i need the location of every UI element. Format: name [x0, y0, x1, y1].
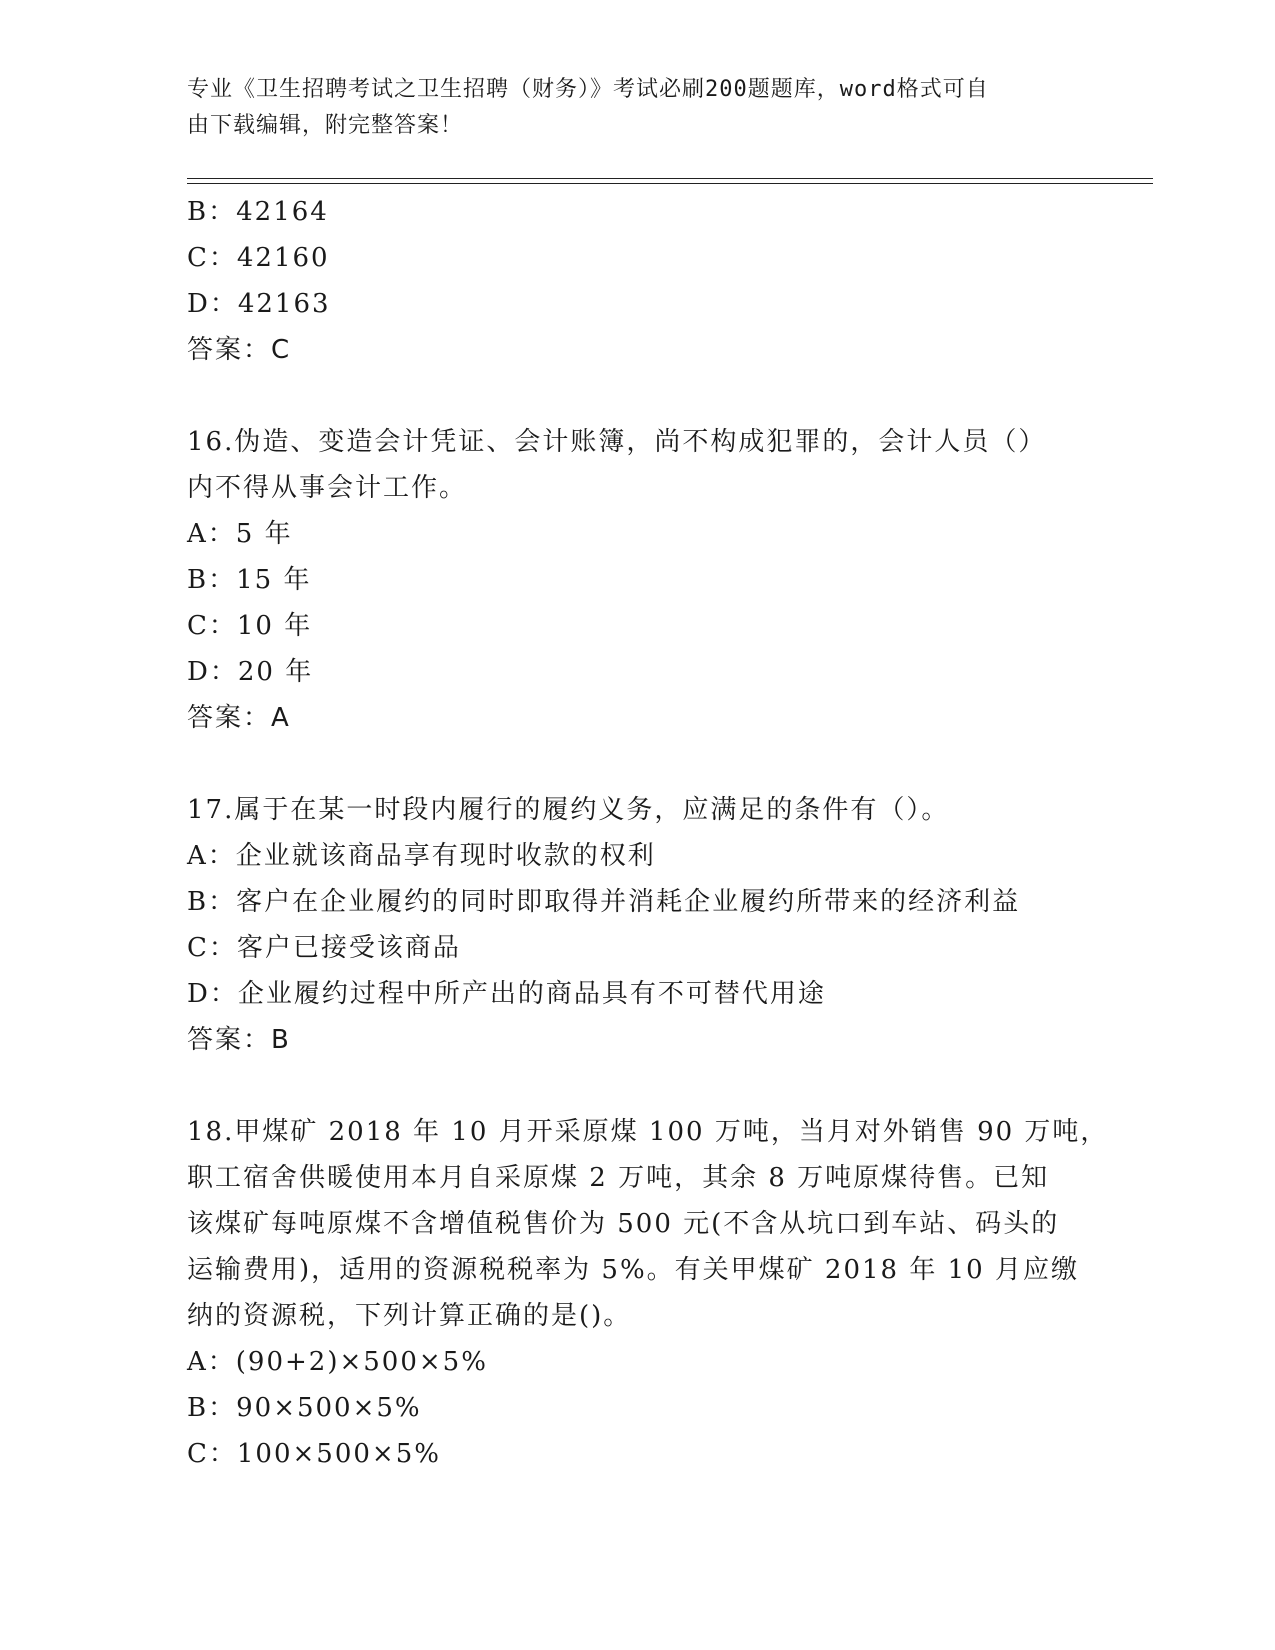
spacer — [187, 741, 1087, 787]
option-b: B：15 年 — [187, 565, 312, 595]
option-b: B：客户在企业履约的同时即取得并消耗企业履约所带来的经济利益 — [187, 887, 1021, 917]
question-17 — [187, 787, 1087, 1063]
question-stem-line: 该煤矿每吨原煤不含增值税售价为 500 元(不含从坑口到车站、码头的 — [187, 1209, 1060, 1239]
question-content — [187, 189, 1109, 1477]
question-stem-line: 纳的资源税，下列计算正确的是()。 — [187, 1301, 632, 1331]
spacer — [187, 373, 1087, 419]
question-stem-line: 运输费用)，适用的资源税税率为 5%。有关甲煤矿 2018 年 10 月应缴 — [187, 1255, 1079, 1285]
option-a: A：5 年 — [187, 519, 293, 549]
question-stem-line: 18.甲煤矿 2018 年 10 月开采原煤 100 万吨，当月对外销售 90 万吨， — [187, 1117, 1109, 1147]
question-stem-line: 17.属于在某一时段内履行的履约义务，应满足的条件有（）。 — [187, 795, 950, 825]
option-b: B：42164 — [187, 197, 329, 227]
question-stem-line: 16.伪造、变造会计凭证、会计账簿，尚不构成犯罪的，会计人员（） — [187, 427, 1047, 457]
answer-line: 答案：B — [187, 1025, 291, 1055]
question-stem-line: 职工宿舍供暖使用本月自采原煤 2 万吨，其余 8 万吨原煤待售。已知 — [187, 1163, 1050, 1193]
option-d: D：20 年 — [187, 657, 314, 687]
header-line-1: 专业《卫生招聘考试之卫生招聘（财务）》考试必刷200题题库，word格式可自 — [187, 77, 989, 102]
header-line-2: 由下载编辑，附完整答案！ — [187, 113, 464, 138]
option-a: A：企业就该商品享有现时收款的权利 — [187, 841, 656, 871]
question-18 — [187, 1109, 1109, 1477]
option-c: C：10 年 — [187, 611, 313, 641]
option-d: D：企业履约过程中所产出的商品具有不可替代用途 — [187, 979, 826, 1009]
question-15 — [187, 189, 1087, 373]
question-stem-line: 内不得从事会计工作。 — [187, 473, 468, 503]
option-c: C：42160 — [187, 243, 330, 273]
header-rule-top — [187, 178, 1153, 179]
answer-line: 答案：C — [187, 335, 292, 365]
answer-line: 答案：A — [187, 703, 291, 733]
option-b: B：90×500×5% — [187, 1393, 422, 1423]
spacer — [187, 1063, 1087, 1109]
document-header — [187, 72, 1067, 144]
header-rule-bottom — [187, 183, 1153, 184]
option-c: C：100×500×5% — [187, 1439, 441, 1469]
option-c: C：客户已接受该商品 — [187, 933, 461, 963]
option-d: D：42163 — [187, 289, 331, 319]
question-16 — [187, 419, 1087, 741]
option-a: A：(90+2)×500×5% — [187, 1347, 488, 1377]
